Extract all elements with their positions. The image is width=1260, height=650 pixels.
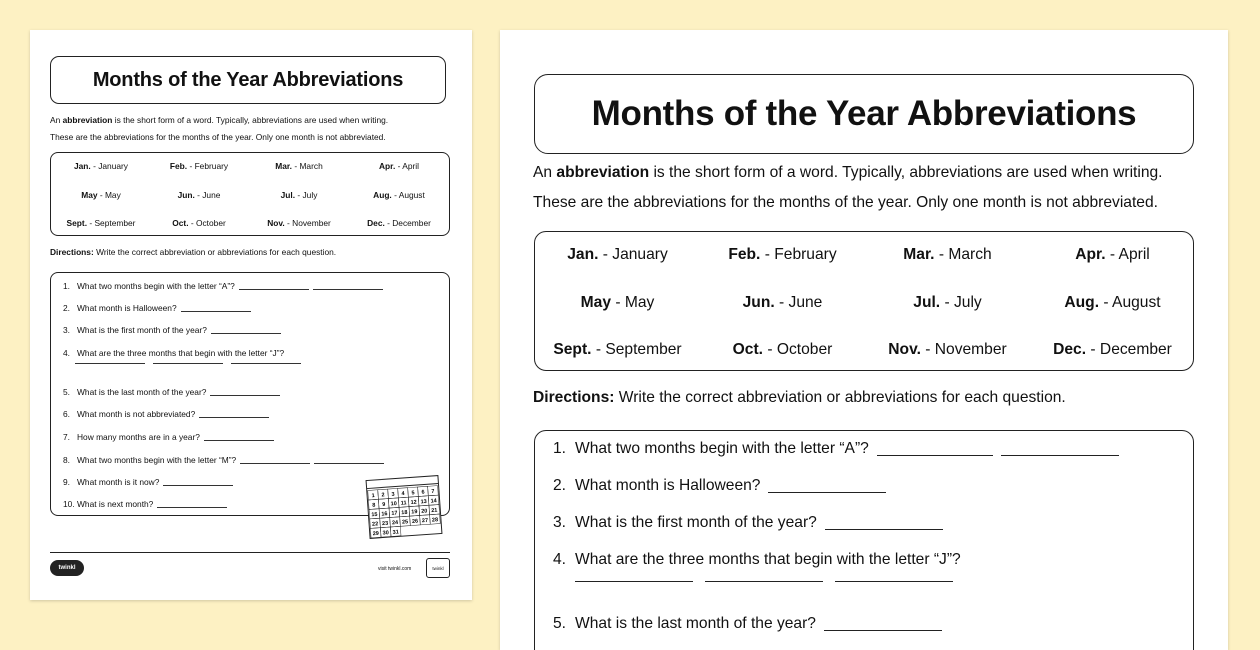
answer-line[interactable] (153, 363, 223, 364)
answer-line[interactable] (204, 440, 274, 441)
calendar-day: 23 (381, 520, 389, 528)
questions-box-large (534, 430, 1194, 650)
intro-line1: is the short form of a word. Typically, abbreviations are used when writing. (112, 115, 389, 125)
month-cell: Aug. - August (373, 190, 425, 200)
question-2: 2. What month is Halloween? (63, 303, 251, 313)
calendar-day: 24 (391, 519, 399, 527)
month-cell: Jan. - January (73, 161, 128, 171)
calendar-day: 2 (381, 492, 385, 499)
worksheet-thumbnail (30, 30, 472, 600)
month-cell: Feb. - February (728, 246, 837, 263)
calendar-icon (364, 473, 444, 540)
answer-line[interactable] (163, 485, 233, 486)
footer-divider (50, 552, 450, 553)
directions: Directions: Write the correct abbreviation or abbreviations for each question. (50, 247, 337, 257)
answer-line[interactable] (1001, 455, 1119, 456)
calendar-day: 19 (411, 509, 418, 516)
question-3: 3. What is the first month of the year? (553, 514, 943, 532)
answer-line[interactable] (240, 463, 310, 464)
question-7: 7. How many months are in a year? (63, 432, 274, 442)
calendar-day: 30 (382, 530, 390, 537)
question-4-answers (575, 581, 953, 584)
calendar-day: 14 (430, 498, 437, 505)
calendar-day: 25 (401, 519, 409, 526)
calendar-day: 27 (421, 517, 429, 525)
calendar-day: 22 (371, 521, 379, 528)
month-cell: May - May (81, 190, 121, 200)
calendar-day: 15 (371, 511, 378, 519)
footer-url: visit twinkl.com (378, 566, 412, 572)
calendar-day: 7 (431, 488, 435, 496)
intro-line1: is the short form of a word. Typically, abbreviations are used when writing. (649, 164, 1163, 181)
calendar-day: 29 (372, 530, 380, 538)
answer-line[interactable] (313, 289, 383, 290)
calendar-day: 16 (381, 511, 388, 518)
month-cell: May - May (580, 294, 655, 311)
calendar-day: 3 (391, 491, 395, 498)
month-cell: Nov. - November (267, 218, 331, 228)
calendar-day: 1 (371, 493, 375, 500)
question-9: 9. What month is it now? (63, 477, 233, 487)
question-6: 6. What month is not abbreviated? (63, 409, 269, 419)
question-2: 2. What month is Halloween? (553, 477, 886, 495)
worksheet-zoomed (500, 30, 1228, 650)
calendar-day: 13 (420, 498, 427, 506)
calendar-day: 4 (401, 490, 405, 498)
intro-prefix: An (533, 164, 557, 181)
footer-badge: twinkl (426, 558, 450, 578)
calendar-day: 11 (400, 500, 407, 507)
answer-line[interactable] (157, 507, 227, 508)
intro-bold-word: abbreviation (556, 164, 650, 181)
question-10: 10. What is next month? (63, 499, 227, 509)
answer-line[interactable] (199, 417, 269, 418)
answer-line[interactable] (181, 311, 251, 312)
answer-line[interactable] (877, 455, 993, 456)
calendar-day: 6 (421, 489, 425, 496)
calendar-day: 28 (431, 517, 439, 524)
page-title: Months of the Year Abbreviations (50, 56, 446, 104)
question-4-answers (75, 363, 301, 365)
page-title-large: Months of the Year Abbreviations (534, 74, 1194, 154)
month-cell: Nov. - November (888, 341, 1007, 358)
month-cell: Oct. - October (732, 341, 833, 358)
calendar-day: 8 (372, 502, 376, 509)
answer-line[interactable] (210, 395, 280, 396)
month-cell: Jun. - June (742, 294, 823, 311)
intro-prefix: An (50, 115, 63, 125)
month-cell: Jan. - January (567, 246, 668, 263)
month-cell: Mar. - March (275, 161, 323, 171)
answer-line[interactable] (824, 630, 942, 631)
answer-line[interactable] (825, 529, 943, 530)
twinkl-logo: twinkl (50, 560, 84, 576)
month-cell: Mar. - March (903, 246, 992, 263)
months-table-large (534, 231, 1194, 371)
month-cell: Dec. - December (367, 218, 431, 228)
answer-line[interactable] (835, 581, 953, 582)
intro-line2: These are the abbreviations for the months of the year. Only one month is not abbreviated. (50, 132, 386, 142)
calendar-day: 20 (421, 508, 428, 515)
intro-text-large (533, 158, 1213, 218)
answer-line[interactable] (575, 581, 693, 582)
month-cell: Dec. - December (1053, 341, 1172, 358)
months-table (50, 152, 450, 236)
answer-line[interactable] (705, 581, 823, 582)
answer-line[interactable] (211, 333, 281, 334)
question-4: 4. What are the three months that begin with the letter “J”? (63, 348, 285, 358)
question-5: 5. What is the last month of the year? (63, 387, 280, 397)
calendar-day: 18 (401, 509, 408, 517)
calendar-day: 31 (392, 529, 400, 536)
intro-line2: These are the abbreviations for the months of the year. Only one month is not abbreviated. (533, 194, 1158, 211)
month-cell: Apr. - April (378, 161, 420, 171)
month-cell: Oct. - October (172, 218, 226, 228)
calendar-day: 21 (431, 507, 438, 515)
question-1: 1. What two months begin with the letter “A”? (63, 281, 383, 291)
month-cell: Feb. - February (169, 161, 229, 171)
question-8: 8. What two months begin with the letter “M”? (63, 455, 384, 465)
calendar-day: 26 (411, 518, 419, 525)
month-cell: Sept. - September (66, 218, 136, 228)
calendar-day: 5 (411, 490, 415, 497)
intro-bold-word: abbreviation (62, 115, 113, 125)
calendar-day: 12 (410, 499, 417, 507)
calendar-day: 10 (390, 500, 398, 508)
question-5: 5. What is the last month of the year? (553, 615, 942, 633)
month-cell: Apr. - April (1075, 246, 1150, 263)
month-cell: Jul. - July (280, 190, 318, 200)
answer-line[interactable] (239, 289, 309, 290)
answer-line[interactable] (768, 492, 886, 493)
directions-large: Directions: Write the correct abbreviation or abbreviations for each question. (533, 389, 1066, 406)
calendar-day: 17 (391, 510, 398, 517)
month-cell: Aug. - August (1064, 294, 1161, 311)
month-cell: Jun. - June (177, 190, 221, 200)
answer-line[interactable] (231, 363, 301, 364)
calendar-day: 9 (382, 501, 386, 509)
answer-line[interactable] (314, 463, 384, 464)
question-3: 3. What is the first month of the year? (63, 325, 281, 335)
intro-text (50, 112, 460, 146)
answer-line[interactable] (75, 363, 145, 364)
month-cell: Sept. - September (553, 341, 682, 358)
question-4: 4. What are the three months that begin with the letter “J”? (553, 551, 961, 568)
month-cell: Jul. - July (913, 294, 982, 311)
question-1: 1. What two months begin with the letter “A”? (553, 440, 1119, 458)
